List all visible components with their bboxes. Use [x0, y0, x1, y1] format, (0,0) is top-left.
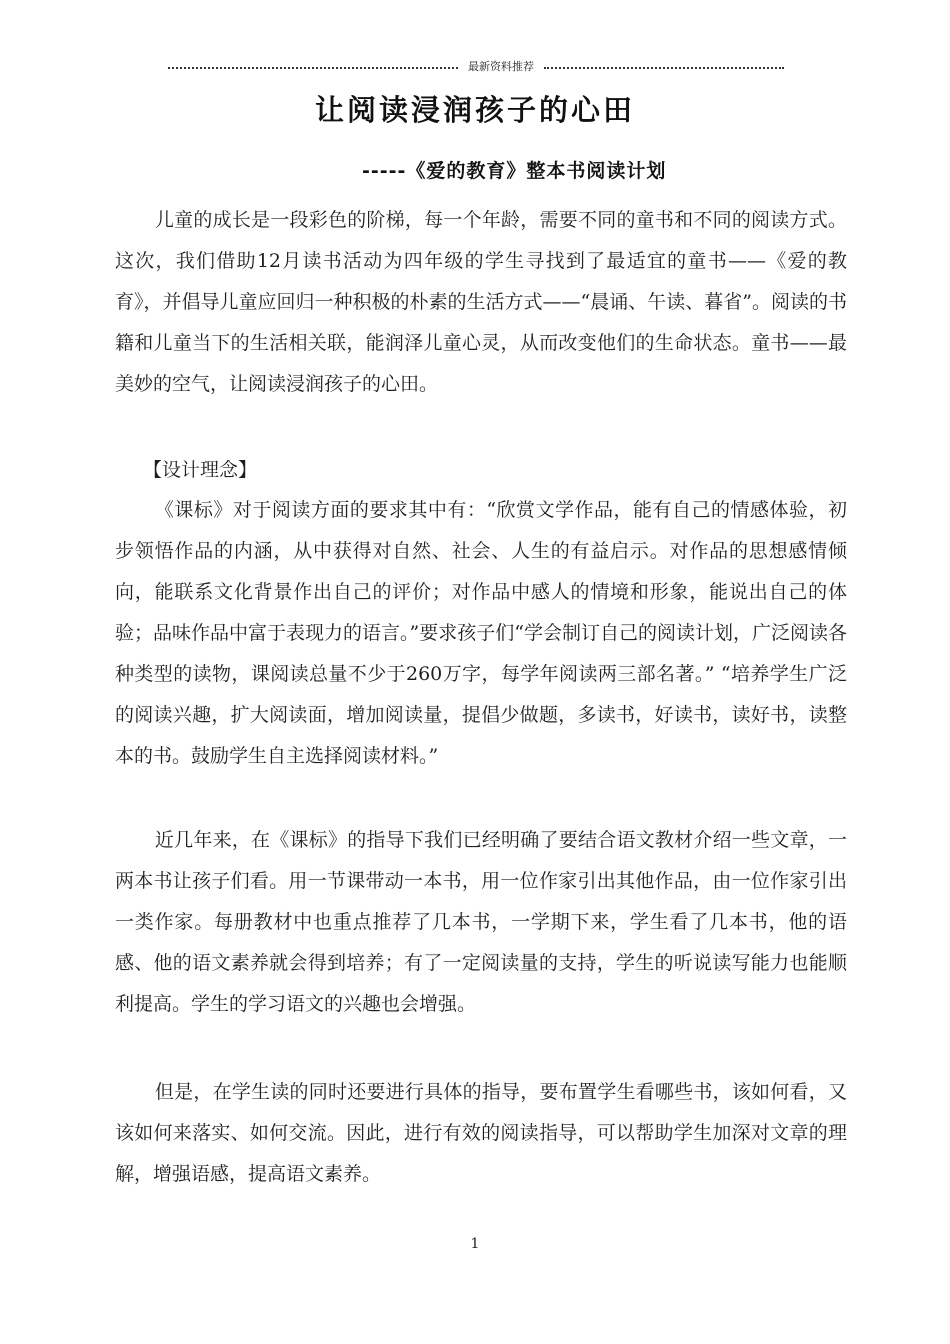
- paragraph-recent-years: 近几年来，在《课标》的指导下我们已经明确了要结合语文教材介绍一些文章，一两本书让孩子们看。用一节课带动一本书，用一位作家引出其他作品，由一位作家引出一类作家。每册教材中也重点推荐了几本书，一学期下来，学生看了几本书，他的语感、他的语文素养就会得到培养；有了一定阅读量的支持，学生的听说读写能力也能顺利提高。学生的学习语文的兴趣也会增强。: [115, 829, 847, 1015]
- header-label: 最新资料推荐: [468, 60, 534, 73]
- paragraph-guidance: 但是，在学生读的同时还要进行具体的指导，要布置学生看哪些书，该如何看，又该如何来落实、如何交流。因此，进行有效的阅读指导，可以帮助学生加深对文章的理解，增强语感，提高语文素养。: [115, 1081, 847, 1185]
- page-number: 1: [470, 1236, 480, 1252]
- header-dotted-rule-right: [544, 67, 784, 69]
- document-title: 让阅读浸润孩子的心田: [314, 93, 635, 127]
- paragraph-curriculum-standards: 《课标》对于阅读方面的要求其中有：“欣赏文学作品，能有自己的情感体验，初步领悟作品的内涵，从中获得对自然、社会、人生的有益启示。对作品的思想感情倾向，能联系文化背景作出自己的评价；对作品中感人的情境和形象，能说出自己的体验；品味作品中富于表现力的语言。”要求孩子们“学会制订自己的阅读计划，广泛阅读各种类型的读物，课阅读总量不少于260万字，每学年阅读两三部名著。” “培养学生广泛的阅读兴趣，扩大阅读面，增加阅读量，提倡少做题，多读书，好读书，读好书，读整本的书。鼓励学生自主选择阅读材料。”: [115, 499, 847, 767]
- header-dotted-rule-left: [168, 67, 458, 69]
- guidance-paragraph-block: [115, 1072, 847, 1195]
- section-heading-block: [115, 450, 847, 491]
- section-heading-design-concept: 【设计理念】: [143, 459, 258, 481]
- recent-years-paragraph-block: [115, 820, 847, 1025]
- paragraph-intro: 儿童的成长是一段彩色的阶梯，每一个年龄，需要不同的童书和不同的阅读方式。这次，我们借助12月读书活动为四年级的学生寻找到了最适宜的童书——《爱的教育》，并倡导儿童应回归一种积极的朴素的生活方式——“晨诵、午读、暮省”。阅读的书籍和儿童当下的生活相关联，能润泽儿童心灵，从而改变他们的生命状态。童书——最美妙的空气，让阅读浸润孩子的心田。: [115, 209, 847, 395]
- intro-paragraph-block: [115, 200, 847, 405]
- document-subtitle: -----《爱的教育》整本书阅读计划: [362, 160, 667, 182]
- curriculum-paragraph-block: [115, 490, 847, 777]
